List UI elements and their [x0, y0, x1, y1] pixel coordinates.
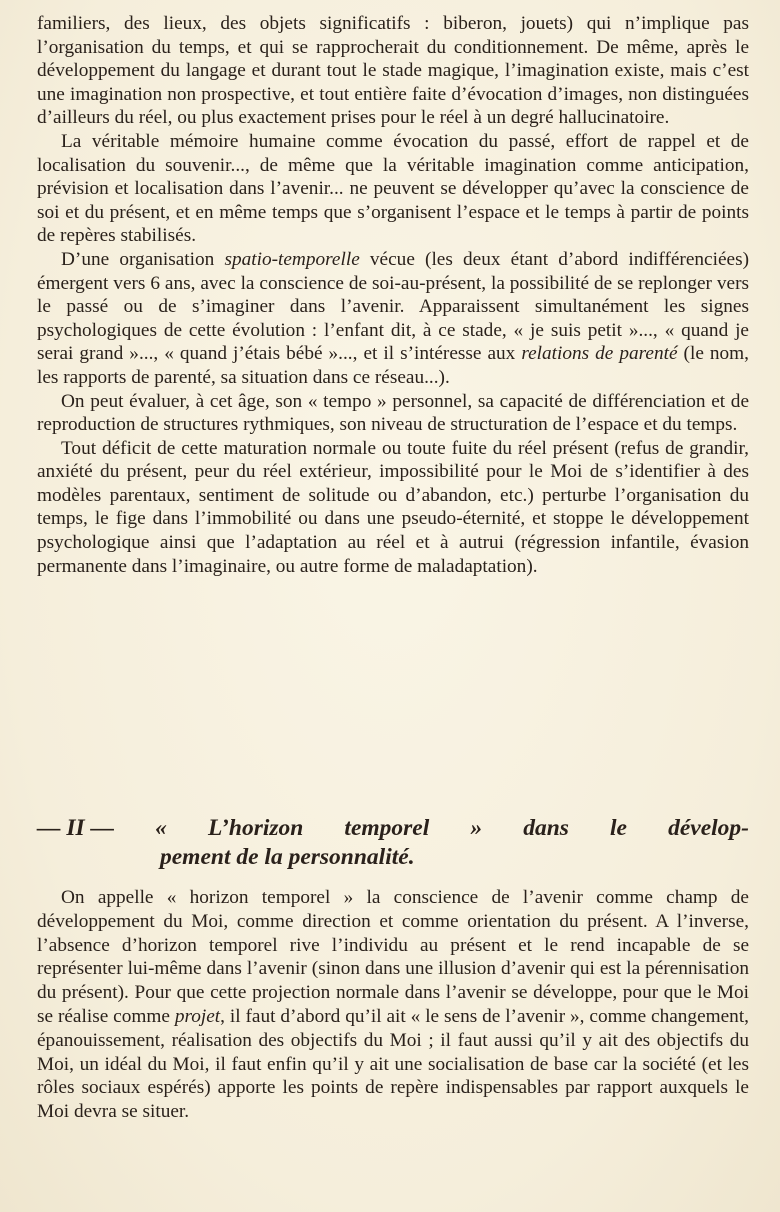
italic-term: projet	[174, 1005, 221, 1027]
heading-word: le	[610, 815, 627, 841]
paragraph-text: On appelle « horizon temporel » la conscience de l’avenir comme champ de développement du Moi, comme direction et comme orientation du présent. A l’inverse, l’absence d’horizon temporel rive l’individu au présent et le rend incapable de se représenter lui-même dans l’avenir (sinon dans une illusion d’avenir qui est la pérennisation du présent). Pour que cette projection normale dans l’avenir se développe, pour que le Moi se réalise comme	[37, 887, 749, 1027]
heading-word: — II —	[37, 815, 115, 841]
heading-line-1	[37, 814, 749, 843]
paragraph-text: familiers, des lieux, des objets significatifs : biberon, jouets) qui n’implique pas l’organisation du temps, et qui se rapprocherait du conditionnement. De même, après le développement du langage et durant tout le stade magique, l’imagination existe, mais c’est une imagination non prospective, et tout entière faite d’évocation d’images, non distinguées d’ailleurs du réel, ou plus exactement prises pour le réel à un degré hallucinatoire.	[37, 13, 749, 129]
paragraph-text: D’une organisation	[61, 248, 225, 270]
heading-word: »	[470, 815, 483, 841]
section-heading	[37, 814, 749, 872]
paragraph-4	[37, 390, 749, 437]
heading-word: dans	[523, 815, 569, 841]
paragraph-6	[37, 886, 749, 1124]
paragraph-text: La véritable mémoire humaine comme évocation du passé, effort de rappel et de localisation du souvenir..., de même que la véritable imagination comme anticipation, prévision et localisation dans l’avenir... ne peuvent se développer qu’avec la conscience de soi et du présent, et en même temps que s’organisent l’espace et le temps à partir de points de repères stabilisés.	[37, 130, 749, 247]
heading-word: dévelop-	[668, 815, 749, 841]
paragraph-3	[37, 248, 749, 390]
section-2-text	[37, 886, 749, 1124]
paragraph-text: On peut évaluer, à cet âge, son « tempo » personnel, sa capacité de différenciation et de reproduction de structures rythmiques, son niveau de structuration de l’espace et du temps.	[37, 390, 749, 436]
heading-line-2: pement de la personnalité.	[160, 844, 415, 870]
heading-word: L’horizon	[207, 815, 304, 841]
paragraph-text: , il faut d’abord qu’il ait « le sens de l’avenir », comme changement, épanouissement, réalisation des objectifs du Moi ; il faut aussi qu’il y ait des objectifs du Moi, un idéal du Moi, il faut enfin qu’il y ait une socialisation de base car la société (et les rôles sociaux espérés) apporte les points de repère indispensables par rapport auxquels le Moi devra se situer.	[37, 1005, 750, 1123]
heading-word: temporel	[344, 815, 430, 841]
paragraph-1	[37, 12, 749, 130]
italic-term: relations de parenté	[521, 343, 678, 365]
italic-term: spatio-temporelle	[224, 248, 360, 270]
paragraph-text: vécue (les deux étant d’abord indifférenciées) émergent vers 6 ans, avec la conscience de soi-au-présent, la possibilité de se replonger vers le passé ou de s’imaginer dans l’avenir. Apparaissent simultanément les signes psychologiques de cette évolution : l’enfant dit, à ce stade, « je suis petit »..., « quand je serai grand »..., « quand j’étais bébé »..., et il s’intéresse aux	[37, 248, 749, 365]
paragraph-text: (le nom, les rapports de parenté, sa situation dans ce réseau...).	[37, 343, 749, 388]
paragraph-text: Tout déficit de cette maturation normale ou toute fuite du réel présent (refus de grandir, anxiété du présent, peur du réel extérieur, impossibilité pour le Moi de s’identifier à des modèles parentaux, sentiment de solitude ou d’abandon, etc.) perturbe l’organisation du temps, le fige dans l’immobilité ou dans une pseudo-éternité, et stoppe le développement psychologique ainsi que l’adaptation au réel et à autrui (régression infantile, évasion permanente dans l’imaginaire, ou autre forme de maladaptation).	[37, 437, 749, 577]
body-text	[37, 12, 749, 578]
paragraph-5	[37, 437, 749, 579]
paragraph-2	[37, 130, 749, 248]
heading-word: «	[155, 815, 167, 841]
